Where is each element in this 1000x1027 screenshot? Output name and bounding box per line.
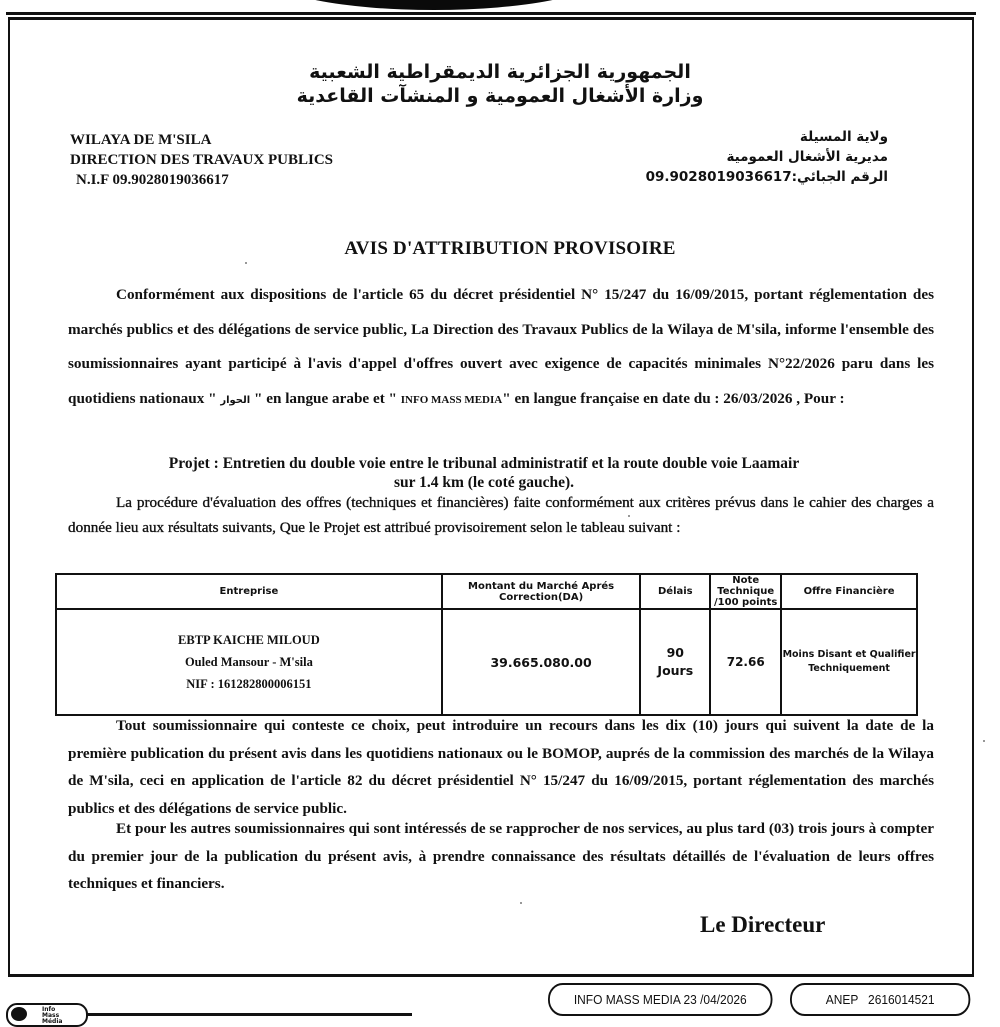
header-technical-score: Note Technique /100 points [710,574,781,609]
scan-speck [520,902,522,904]
arabic-newspaper: الحوار [220,394,251,406]
evaluation-paragraph: La procédure d'évaluation des offres (techniques et financières) faite conformément aux critères prévus dans le cahier des charges a donnée lieu aux résultats suivants, Que le Projet est attribué provisoirement selon le tableau suivant : [68,494,934,536]
arabic-ministry-line: وزارة الأشغال العمومية و المنشآت القاعدية [296,85,704,107]
amount-cell: 39.665.080.00 [442,609,641,715]
header-amount: Montant du Marché Aprés Correction(DA) [442,574,641,609]
notice-title: AVIS D'ATTRIBUTION PROVISOIRE [344,238,676,259]
header-company: Entreprise [56,574,442,609]
info-mass-media-logo [6,1003,88,1027]
wilaya-label: WILAYA DE M'SILA [70,132,212,148]
scan-shadow [268,0,600,10]
signature-title: Le Directeur [700,912,826,937]
logo-word-2: Mass [42,1012,60,1019]
delay-cell [640,609,710,715]
project-line-2: sur 1.4 km (le coté gauche). [393,474,575,491]
header-financial-offer: Offre Financière [781,574,917,609]
wilaya-label-ar: ولاية المسيلة [799,129,888,145]
header-delay: Délais [640,574,710,609]
intro-text-2: " en langue arabe et " [250,389,401,407]
logo-word-1: Info [42,1006,56,1013]
scan-speck [983,740,985,742]
company-name: EBTP KAICHE MILOUD [178,633,320,647]
direction-label-ar: مديرية الأشغال العمومية [726,149,888,165]
logo-word-3: Média [42,1018,63,1025]
issuer-block-fr [70,130,333,190]
delay-unit: Jours [657,663,694,678]
project-title [104,454,864,492]
company-location: Ouled Mansour - M'sila [184,655,313,669]
arabic-header [0,60,1000,108]
intro-text-1: Conformément aux dispositions de l'article 65 du décret présidentiel N° 15/247 du 16/09/2015, portant réglementation des marchés publics et des délégations de service public, La Direction des Travaux Publics de la Wilaya de M'sila, informe l'ensemble des soumissionnaires ayant participé à l'avis d'appel d'offres ouvert avec exigence de capacités minimales N°22/2026 paru dans les quotidiens nationaux " [68,286,934,407]
publication-reference: INFO MASS MEDIA 23 /04/2026 [548,983,772,1016]
anep-reference: ANEP 2616014521 [790,983,970,1016]
financial-offer-cell: Moins Disant et Qualifier Techniquement [781,609,917,715]
top-rule [6,12,976,15]
french-newspaper: INFO MASS MEDIA [400,393,503,406]
others-paragraph: Et pour les autres soumissionnaires qui sont intéressés de se rapprocher de nos services, au plus tard (03) trois jours à compter du premier jour de la publication du présent avis, à prendre connaissance des résultats détaillés de l'évaluation de leurs offres techniques et financiers. [68,820,934,892]
scan-speck [628,515,630,517]
company-cell [56,609,442,715]
appeal-paragraph: Tout soumissionnaire qui conteste ce choix, peut introduire un recours dans les dix (10) jours qui suivent la date de la première publication du présent avis dans les quotidiens nationaux ou le BOMOP, auprés de la commission des marchés de la Wilaya de M'sila, ceci en application de l'article 82 du décret présidentiel N° 15/247 du 16/09/2015, portant réglementation des marchés publics et des délégations de service public. [68,717,934,817]
delay-value: 90 [666,645,684,660]
project-line-1: Projet : Entretien du double voie entre le tribunal administratif et la route double voie Laamair [168,455,800,472]
company-nif: NIF : 161282800006151 [186,677,312,691]
issuer-block-ar [646,127,888,187]
logo-wordmark [42,1007,62,1025]
arabic-republic-line: الجمهورية الجزائرية الديمقراطية الشعبية [309,61,691,83]
intro-text-3: " en langue française en date du : 26/03/2026 , Pour : [502,389,845,407]
results-table [55,573,918,716]
scan-speck [245,262,247,264]
direction-label: DIRECTION DES TRAVAUX PUBLICS [70,152,333,168]
globe-icon [11,1007,27,1021]
nif-label: N.I.F 09.9028019036617 [76,172,229,188]
nif-label-ar: الرقم الجبائي:09.9028019036617 [645,169,888,185]
table-row [56,609,917,715]
technical-score-cell: 72.66 [710,609,781,715]
footer-rule [86,1013,412,1016]
intro-paragraph [68,278,934,418]
table-header-row [56,574,917,609]
